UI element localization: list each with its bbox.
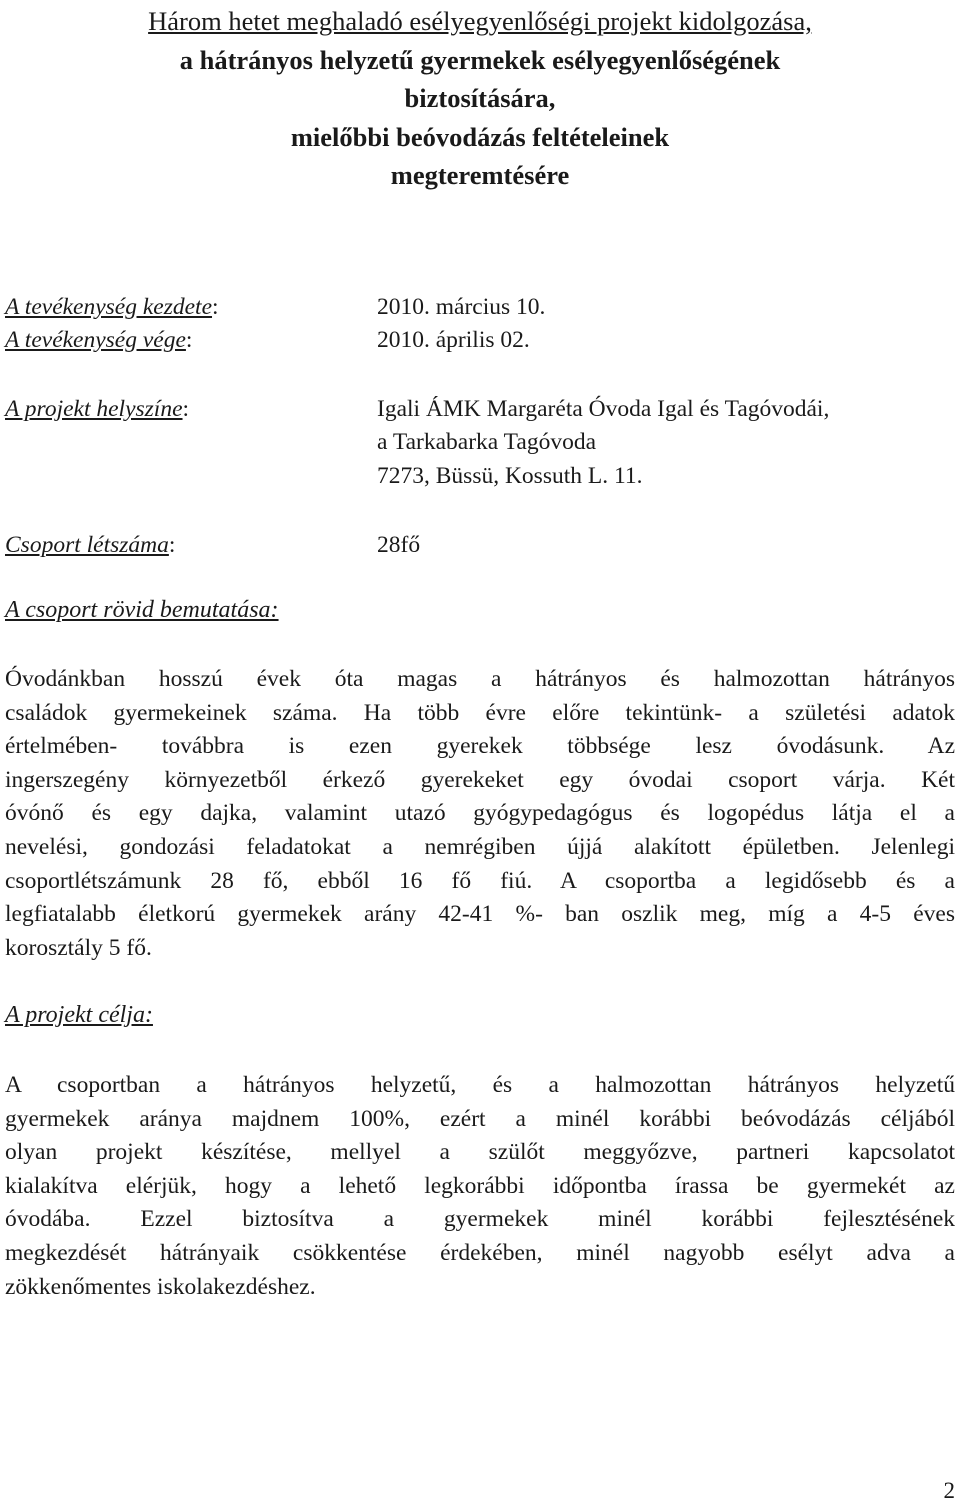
section-heading-goal: A projekt célja: — [5, 1002, 153, 1028]
paragraph-line: A csoportban a hátrányos helyzetű, és a halmozottan hátrányos helyzetű — [5, 1072, 955, 1098]
location-line-1: Igali ÁMK Margaréta Óvoda Igal és Tagóvodái, — [377, 396, 830, 422]
end-label: A tevékenység vége — [5, 327, 186, 353]
paragraph-line: korosztály 5 fő. — [5, 934, 152, 961]
paragraph-line: családok gyermekeinek száma. Ha több évre előre tekintünk- a születési adatok — [5, 699, 955, 726]
end-value: 2010. április 02. — [377, 327, 530, 353]
start-row — [5, 291, 219, 324]
group-size-value: 28fő — [377, 532, 421, 558]
paragraph-line: olyan projekt készítése, mellyel a szülőt meggyőzve, partneri kapcsolatot — [5, 1139, 955, 1166]
group-size-row — [5, 529, 175, 562]
paragraph-line: Óvodánkban hosszú évek óta magas a hátrányos és halmozottan hátrányos — [5, 666, 955, 692]
group-size-label: Csoport létszáma — [5, 532, 169, 558]
project-goal-text — [5, 1069, 955, 1304]
paragraph-line: ingerszegény környezetből érkező gyerekeket egy óvodai csoport várja. Két — [5, 766, 955, 793]
start-colon: : — [212, 294, 219, 320]
end-row — [5, 324, 192, 357]
location-line-3: 7273, Büssü, Kossuth L. 11. — [377, 463, 643, 489]
title-line-4: mielőbbi beóvodázás feltételeinek — [290, 121, 670, 152]
paragraph-line: megkezdését hátrányaik csökkentése érdekében, minél nagyobb esélyt adva a — [5, 1239, 955, 1266]
document-title — [0, 2, 960, 195]
paragraph-line: óvónő és egy dajka, valamint utazó gyógypedagógus és logopédus látja el a — [5, 800, 955, 827]
end-colon: : — [185, 327, 193, 353]
title-line-5: megteremtésére — [390, 160, 570, 190]
title-line-2: a hátrányos helyzetű gyermekek esélyegyenlőségének — [179, 44, 781, 75]
title-line-1: Három hetet meghaladó esélyegyenlőségi projekt kidolgozása, — [148, 6, 812, 36]
start-label: A tevékenység kezdete — [5, 294, 213, 320]
location-label: A projekt helyszíne — [5, 396, 183, 422]
start-value: 2010. március 10. — [377, 294, 546, 320]
paragraph-line: gyermekek aránya majdnem 100%, ezért a minél korábbi beóvodázás céljából — [5, 1105, 955, 1132]
paragraph-line: kialakítva elérjük, hogy a lehető legkorábbi időpontba írassa be gyermekét az — [5, 1172, 955, 1199]
paragraph-line: óvodába. Ezzel biztosítva a gyermekek minél korábbi fejlesztésének — [5, 1206, 955, 1233]
title-line-3: biztosítására, — [404, 83, 556, 113]
page-number: 2 — [943, 1478, 955, 1503]
group-size-colon: : — [168, 532, 176, 558]
location-line-2: a Tarkabarka Tagóvoda — [377, 429, 596, 455]
section-heading-group: A csoport rövid bemutatása: — [5, 597, 279, 623]
paragraph-line: értelmében- továbbra is ezen gyerekek többsége lesz óvodásunk. Az — [5, 733, 955, 760]
paragraph-line: zökkenőmentes iskolakezdéshez. — [5, 1273, 316, 1300]
paragraph-line: csoportlétszámunk 28 fő, ebből 16 fő fiú. A csoportba a legidősebb és a — [5, 867, 955, 894]
location-colon: : — [182, 396, 190, 422]
location-row — [5, 393, 189, 426]
group-description — [5, 663, 955, 965]
paragraph-line: nevelési, gondozási feladatokat a nemrégiben újjá alakított épületben. Jelenlegi — [5, 833, 955, 860]
paragraph-line: legfiatalabb életkorú gyermekek arány 42-41 %- ban oszlik meg, míg a 4-5 éves — [5, 901, 955, 928]
